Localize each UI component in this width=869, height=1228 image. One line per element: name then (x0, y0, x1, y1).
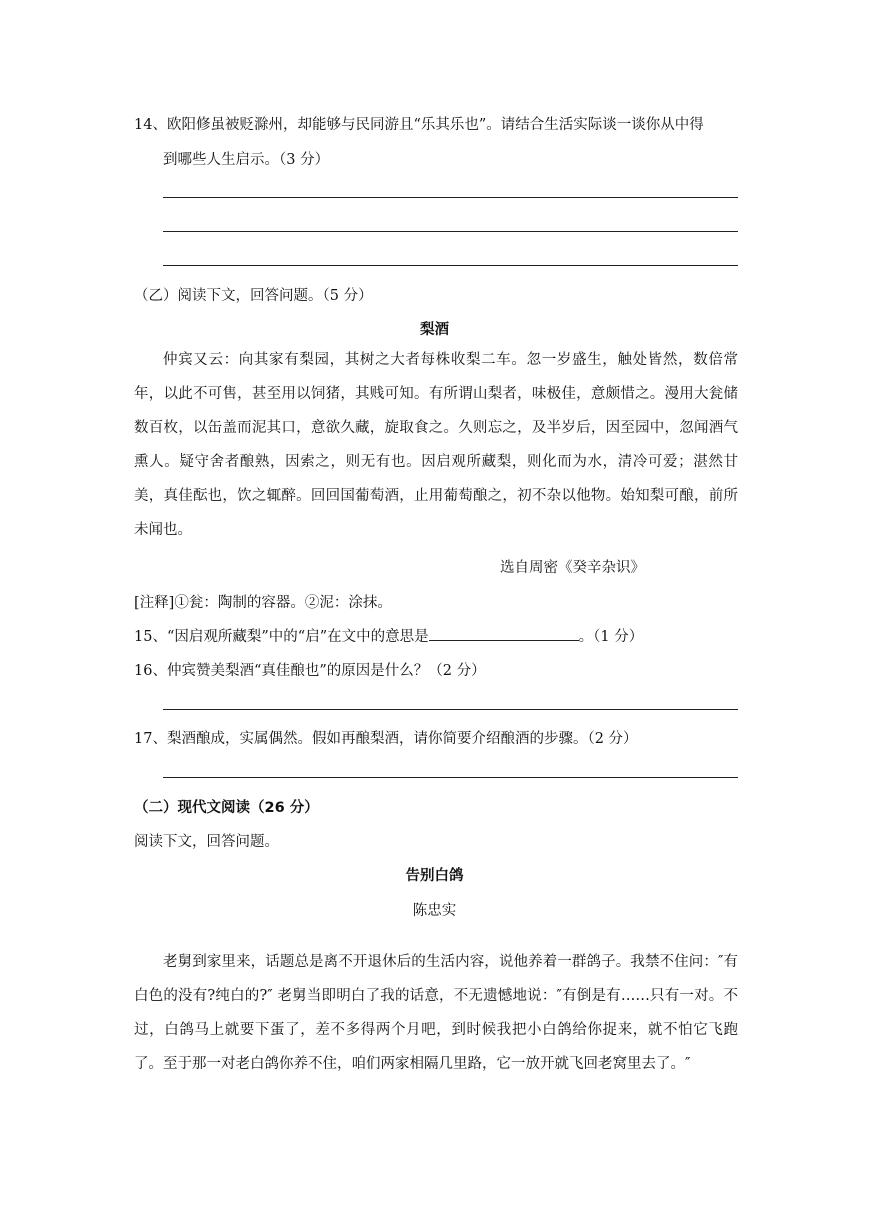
q14-answer-line-2[interactable] (163, 231, 738, 232)
section-b-note: [注释]①瓮：陶制的容器。②泥：涂抹。 (134, 595, 392, 611)
q16-answer-line[interactable] (163, 709, 738, 710)
section-b-intro: （乙）阅读下文，回答问题。（5 分） (134, 288, 373, 304)
q15-text: 15、“因启观所藏梨”中的“启”在文中的意思是 (134, 629, 429, 645)
q16-text: 16、仲宾赞美梨酒“真佳酿也”的原因是什么？（2 分） (134, 663, 486, 679)
modern-author: 陈忠实 (412, 903, 457, 919)
q14-answer-line-1[interactable] (163, 197, 738, 198)
q14-line1: 14、欧阳修虽被贬滁州，却能够与民同游且“乐其乐也”。请结合生活实际谈一谈你从中得 (134, 117, 704, 133)
q14-answer-line-3[interactable] (163, 265, 738, 266)
modern-intro: 阅读下文，回答问题。 (134, 834, 279, 850)
q15-score: 。（1 分） (578, 629, 644, 645)
q17-answer-line[interactable] (163, 777, 738, 778)
section-b-source: 选自周密《癸辛杂识》 (500, 560, 645, 576)
modern-title: 告别白鸽 (405, 868, 464, 884)
q14-line2: 到哪些人生启示。（3 分） (163, 152, 330, 168)
q15 (134, 625, 643, 646)
section-b-body: 仲宾又云：向其家有梨园，其树之大者每株收梨二车。忽一岁盛生，触处皆然，数倍常年，以此不可售，甚至用以饲猪，其贱可知。有所谓山梨者，味极佳，意颇惜之。漫用大瓮储数百枚，以缶盖而泥其口，意欲久藏，旋取食之。久则忘之，及半岁后，因至园中，忽闻酒气熏人。疑守舍者酿熟，因索之，则无有也。因启观所藏梨，则化而为水，清冷可爱；湛然甘美，真佳酝也，饮之辄醉。回回国葡萄酒，止用葡萄酿之，初不杂以他物。始知梨可酿，前所未闻也。 (134, 352, 738, 538)
modern-heading: （二）现代文阅读（26 分） (134, 800, 319, 816)
modern-body: 老舅到家里来，话题总是离不开退休后的生活内容，说他养着一群鸽子。我禁不住问：″有白色的没有?纯白的?″ 老舅当即明白了我的话意，不无遗憾地说：″有倒是有……只有一对。不过，白鸽马上就要下蛋了，差不多得两个月吧，到时候我把小白鸽给你捉来，就不怕它飞跑了。至于那一对老白鸽你养不住，咱们两家相隔几里路，它一放开就飞回老窝里去了。″ (134, 954, 738, 1072)
q15-answer-blank[interactable] (429, 626, 579, 641)
section-b-title: 梨酒 (420, 322, 449, 338)
q17-text: 17、梨酒酿成，实属偶然。假如再酿梨酒，请你简要介绍酿酒的步骤。（2 分） (134, 731, 638, 747)
